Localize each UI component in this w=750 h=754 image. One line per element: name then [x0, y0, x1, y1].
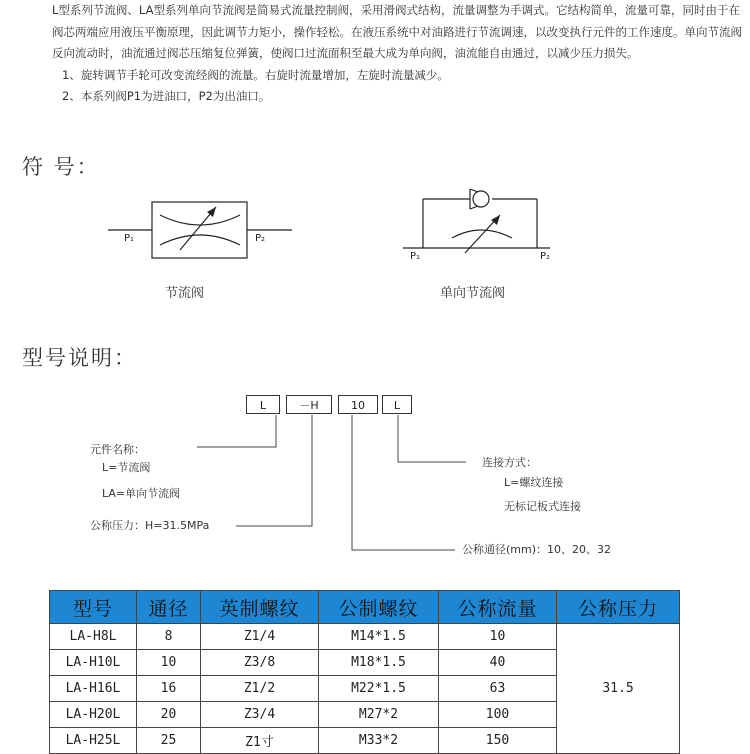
cell-imperial-thread: Z1/2: [201, 676, 319, 702]
header-metric-thread: 公制螺纹: [319, 591, 439, 624]
name-l: L=节流阀: [102, 461, 151, 474]
table-header-row: [50, 591, 680, 624]
cell-model: LA-H25L: [50, 728, 137, 754]
code-box-bore: 10: [338, 395, 378, 414]
symbols-title: 符 号：: [22, 155, 100, 179]
cell-model: LA-H8L: [50, 624, 137, 650]
header-pressure: 公称压力: [557, 591, 680, 624]
throttle-p2-label: P₂: [255, 233, 266, 244]
intro-text: [52, 0, 742, 108]
cell-flow: 150: [439, 728, 557, 754]
cell-imperial-thread: Z3/4: [201, 702, 319, 728]
throttle-p1-label: P₁: [124, 233, 135, 244]
check-throttle-valve-symbol: [403, 189, 550, 258]
cell-model: LA-H10L: [50, 650, 137, 676]
intro-item-1: 1、旋转调节手轮可改变流经阀的流量。右旋时流量增加，左旋时流量减少。: [62, 67, 449, 82]
code-box-type: L: [246, 395, 280, 414]
cell-bore: 20: [137, 702, 201, 728]
cell-imperial-thread: Z3/8: [201, 650, 319, 676]
cell-metric-thread: M18*1.5: [319, 650, 439, 676]
bore-annotation: 公称通径(mm)：10、20、32: [462, 543, 612, 556]
cell-metric-thread: M14*1.5: [319, 624, 439, 650]
cell-flow: 100: [439, 702, 557, 728]
spec-table: [49, 590, 680, 754]
throttle-valve-label: 节流阀: [165, 286, 205, 301]
cell-bore: 25: [137, 728, 201, 754]
header-flow: 公称流量: [439, 591, 557, 624]
cell-pressure: 31.5: [557, 624, 680, 754]
model-title: 型号说明：: [22, 346, 137, 370]
cell-imperial-thread: Z1/4: [201, 624, 319, 650]
table-row: [50, 624, 680, 650]
cell-metric-thread: M27*2: [319, 702, 439, 728]
cell-flow: 63: [439, 676, 557, 702]
cell-model: LA-H16L: [50, 676, 137, 702]
hydraulic-symbols: [0, 185, 750, 275]
code-box-pressure: －H: [286, 395, 332, 414]
check-throttle-p1-label: P₁: [410, 251, 421, 262]
cell-model: LA-H20L: [50, 702, 137, 728]
header-bore: 通径: [137, 591, 201, 624]
connection-plate: 无标记板式连接: [504, 500, 581, 513]
cell-flow: 10: [439, 624, 557, 650]
cell-bore: 8: [137, 624, 201, 650]
connection-annotation: [482, 454, 581, 516]
intro-item-2: 2、本系列阀P1为进油口，P2为出油口。: [62, 89, 271, 103]
name-annotation: [90, 441, 180, 503]
intro-paragraph: L型系列节流阀、LA型系列单向节流阀是简易式流量控制阀，采用滑阀式结构，流量调整为手调式。它结构简单，流量可靠，同时由于在阀芯两端应用液压平衡原理，因此调节力矩小，操作轻松。在液压系统中对油路进行节流调速，以改变执行元件的工作速度。单向节流阀反向流动时，油流通过阀芯压缩复位弹簧，使阀口过流面积至最大成为单向阀，油流能自由通过，以减少压力损失。: [52, 3, 742, 60]
header-model: 型号: [50, 591, 137, 624]
name-la: LA=单向节流阀: [102, 487, 181, 500]
cell-imperial-thread: Z1寸: [201, 728, 319, 754]
connection-thread: L=螺纹连接: [504, 476, 564, 489]
header-imperial-thread: 英制螺纹: [201, 591, 319, 624]
pressure-annotation: 公称压力：H=31.5MPa: [90, 519, 210, 532]
check-throttle-valve-label: 单向节流阀: [440, 286, 506, 301]
cell-bore: 16: [137, 676, 201, 702]
check-throttle-p2-label: P₂: [540, 251, 551, 262]
connection-heading: 连接方式：: [482, 456, 537, 469]
name-heading: 元件名称：: [90, 443, 145, 456]
cell-bore: 10: [137, 650, 201, 676]
cell-metric-thread: M33*2: [319, 728, 439, 754]
cell-metric-thread: M22*1.5: [319, 676, 439, 702]
cell-flow: 40: [439, 650, 557, 676]
throttle-valve-symbol: [108, 202, 292, 258]
code-box-connection: L: [382, 395, 412, 414]
